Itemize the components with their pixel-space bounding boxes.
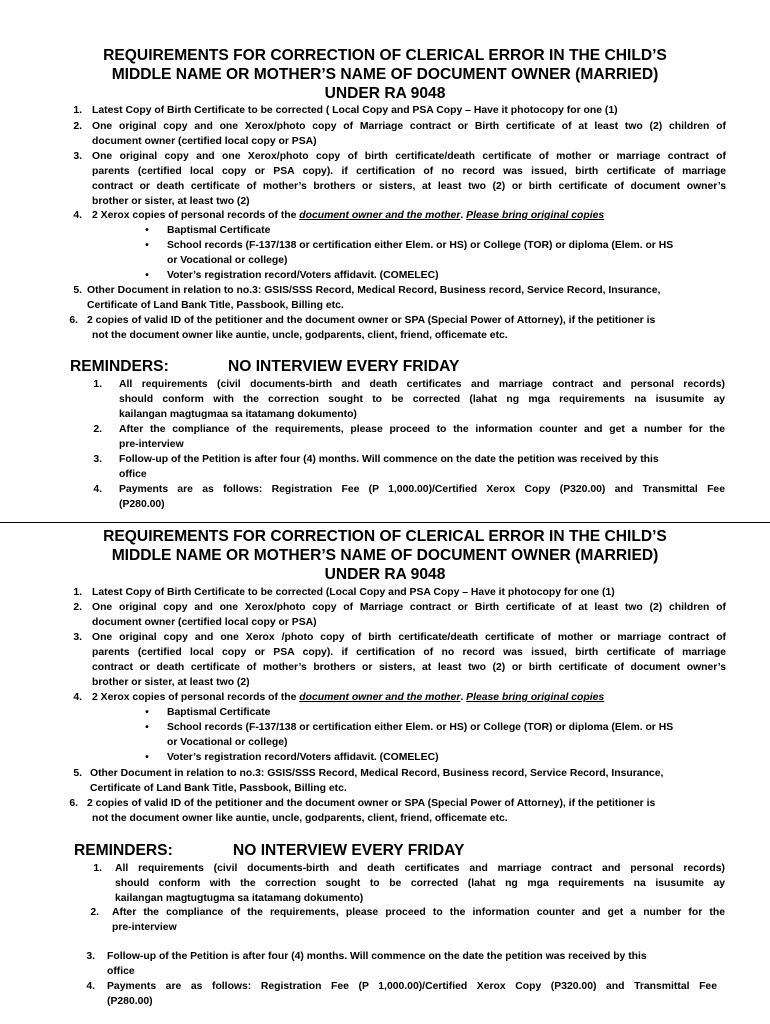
reminder-text: kailangan magtugtugma sa itatamang dokumento)	[115, 892, 364, 904]
item-text: Latest Copy of Birth Certificate to be corrected (Local Copy and PSA Copy – Have it photocopy for one (1)	[92, 587, 615, 598]
item-number: 4.	[73, 692, 82, 703]
bullet-text: Voter’s registration record/Voters affidavit. (COMELEC)	[167, 752, 439, 763]
reminder-number: 1.	[93, 863, 102, 874]
item-text: One original copy and one Xerox /photo copy of birth certificate/death certificate of mother or marriage contract of	[92, 632, 726, 643]
bullet-text: Baptismal Certificate	[167, 707, 271, 718]
item-text: 2 copies of valid ID of the petitioner and the document owner or SPA (Special Power of Attorney), if the petitioner is	[87, 315, 656, 326]
reminder-number: 3.	[93, 454, 102, 465]
item-number: 1.	[73, 587, 82, 598]
item-text: Other Document in relation to no.3: GSIS/SSS Record, Medical Record, Business record, Service Record, Insurance,	[90, 768, 664, 779]
reminder-text: kailangan magtugmaa sa itatamang dokumento)	[119, 408, 357, 420]
no-interview-notice: NO INTERVIEW EVERY FRIDAY	[233, 842, 465, 859]
reminder-text: (P280.00)	[107, 995, 153, 1007]
bullet-text: Baptismal Certificate	[167, 225, 271, 236]
item-text: .	[460, 210, 467, 221]
item-text: document owner (certified local copy or PSA)	[92, 616, 317, 628]
item-number: 2.	[73, 602, 82, 613]
item-number: 5.	[73, 285, 82, 296]
underlined-text: Please bring original copies	[466, 210, 605, 221]
reminder-number: 3.	[86, 951, 95, 962]
reminder-text: Follow-up of the Petition is after four (4) months. Will commence on the date the petition was received by this	[107, 951, 647, 962]
item-text: contract or death certificate of mother’s brothers or sisters, at least two (2) or birth certificate of document owner’s	[92, 180, 726, 192]
doc2-title-line-3: UNDER RA 9048	[324, 566, 446, 583]
item-text: Certificate of Land Bank Title, Passbook, Billing etc.	[87, 299, 344, 311]
item-text: not the document owner like auntie, uncle, godparents, client, friend, officemate etc.	[92, 812, 508, 824]
reminder-number: 1.	[93, 379, 102, 390]
reminder-text: (P280.00)	[119, 498, 165, 510]
underlined-text: document owner and the mother	[299, 692, 461, 703]
reminder-text: After the compliance of the requirements, please proceed to the information counter and get a number for the	[119, 424, 725, 435]
item-text: 2 Xerox copies of personal records of the	[92, 692, 300, 703]
item-text: parents (certified local copy or PSA copy). if certification of no record was issued, birth certificate of marriage	[92, 165, 726, 177]
bullet-text: or Vocational or college)	[167, 254, 288, 266]
bullet-icon: •	[145, 225, 149, 236]
item-text: brother or sister, at least two (2)	[92, 676, 250, 688]
doc2-title-line-2: MIDDLE NAME OR MOTHER’S NAME OF DOCUMENT OWNER (MARRIED)	[111, 547, 659, 564]
item-number: 6.	[69, 798, 78, 809]
reminder-text: Follow-up of the Petition is after four (4) months. Will commence on the date the petition was received by this	[119, 454, 659, 465]
underlined-text: document owner and the mother	[299, 210, 461, 221]
bullet-text: or Vocational or college)	[167, 736, 288, 748]
item-number: 6.	[69, 315, 78, 326]
item-text: One original copy and one Xerox/photo copy of birth certificate/death certificate of mother or marriage contract of	[92, 151, 726, 162]
bullet-text: Voter’s registration record/Voters affidavit. (COMELEC)	[167, 270, 439, 281]
bullet-icon: •	[145, 240, 149, 251]
reminder-text: office	[107, 965, 135, 977]
reminder-number: 2.	[90, 907, 99, 918]
doc1-title-line-3: UNDER RA 9048	[324, 85, 446, 102]
item-number: 3.	[73, 632, 82, 643]
reminders-heading: REMINDERS:	[70, 358, 169, 375]
section-divider	[0, 522, 770, 523]
item-text: 2 Xerox copies of personal records of the	[92, 210, 300, 221]
doc1-title-line-2: MIDDLE NAME OR MOTHER’S NAME OF DOCUMENT OWNER (MARRIED)	[111, 66, 659, 83]
reminder-text: After the compliance of the requirements, please proceed to the information counter and get a number for the	[112, 907, 725, 918]
item-text: Certificate of Land Bank Title, Passbook, Billing etc.	[90, 782, 347, 794]
item-number: 1.	[73, 105, 82, 116]
reminder-text: pre-interview	[119, 438, 184, 450]
doc2-title	[0, 527, 770, 584]
item-text: Other Document in relation to no.3: GSIS/SSS Record, Medical Record, Business record, Service Record, Insurance,	[87, 285, 661, 296]
bullet-icon: •	[145, 707, 149, 718]
underlined-text: Please bring original copies	[466, 692, 605, 703]
reminders-heading: REMINDERS:	[74, 842, 173, 859]
item-text: brother or sister, at least two (2)	[92, 195, 250, 207]
item-text: Latest Copy of Birth Certificate to be corrected ( Local Copy and PSA Copy – Have it photocopy for one (1)	[92, 105, 618, 116]
item-number: 3.	[73, 151, 82, 162]
reminder-text: All requirements (civil documents-birth and death certificates and marriage contract and personal records)	[115, 863, 725, 874]
item-text: contract or death certificate of mother’s brothers or sisters, at least two (2) or birth certificate of document owner’s	[92, 661, 726, 673]
reminder-number: 4.	[86, 981, 95, 992]
item-text: One original copy and one Xerox/photo copy of Marriage contract or Birth certificate of at least two (2) children of	[92, 602, 726, 613]
bullet-text: School records (F-137/138 or certification either Elem. or HS) or College (TOR) or diploma (Elem. or HS	[167, 240, 674, 251]
item-text: parents (certified local copy or PSA copy). if certification of no record was issued, birth certificate of marriage	[92, 646, 726, 658]
doc2-title-line-1: REQUIREMENTS FOR CORRECTION OF CLERICAL ERROR IN THE CHILD’S	[103, 528, 667, 545]
item-number: 5.	[73, 768, 82, 779]
reminder-number: 2.	[93, 424, 102, 435]
bullet-icon: •	[145, 722, 149, 733]
bullet-icon: •	[145, 752, 149, 763]
item-text: document owner (certified local copy or PSA)	[92, 135, 317, 147]
item-text: 2 copies of valid ID of the petitioner and the document owner or SPA (Special Power of Attorney), if the petitioner is	[87, 798, 656, 809]
reminder-text: office	[119, 468, 147, 480]
no-interview-notice: NO INTERVIEW EVERY FRIDAY	[228, 358, 460, 375]
bullet-text: School records (F-137/138 or certification either Elem. or HS) or College (TOR) or diploma (Elem. or HS	[167, 722, 674, 733]
reminder-number: 4.	[93, 484, 102, 495]
doc1-title	[0, 46, 770, 103]
reminder-text: All requirements (civil documents-birth and death certificates and marriage contract and personal records)	[119, 379, 725, 390]
item-text: One original copy and one Xerox/photo copy of Marriage contract or Birth certificate of at least two (2) children of	[92, 121, 726, 132]
item-number: 2.	[73, 121, 82, 132]
reminder-text: Payments are as follows: Registration Fee (P 1,000.00)/Certified Xerox Copy (P320.00) and Transmittal Fee	[119, 484, 725, 495]
doc1-title-line-1: REQUIREMENTS FOR CORRECTION OF CLERICAL ERROR IN THE CHILD’S	[103, 47, 667, 64]
item-text: .	[460, 692, 467, 703]
reminder-text: pre-interview	[112, 921, 177, 933]
reminder-text: should conform with the correction sought to be corrected (lahat ng mga requirements na isusumite ay	[119, 393, 725, 405]
item-text: not the document owner like auntie, uncle, godparents, client, friend, officemate etc.	[92, 329, 508, 341]
reminder-text: should conform with the correction sought to be corrected (lahat ng mga requirements na isusumite ay	[115, 877, 725, 889]
bullet-icon: •	[145, 270, 149, 281]
reminder-text: Payments are as follows: Registration Fee (P 1,000.00)/Certified Xerox Copy (P320.00) and Transmittal Fee	[107, 981, 717, 992]
item-number: 4.	[73, 210, 82, 221]
